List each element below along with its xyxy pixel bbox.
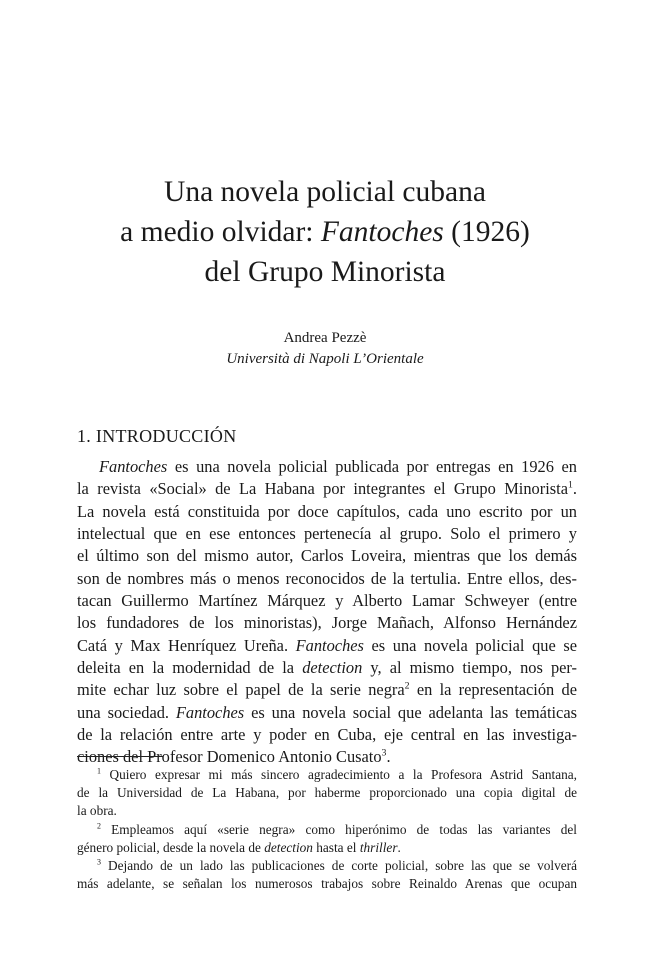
text-span: . <box>397 839 401 855</box>
section-heading: 1. INTRODUCCIÓN <box>77 426 237 446</box>
body-line: el último son del mismo autor, Carlos Loveira, mientras que los demás <box>77 546 577 566</box>
body-paragraph <box>77 456 577 769</box>
text-span: Catá y Max Henríquez Ureña. <box>77 635 296 655</box>
italic-fantoches: Fantoches <box>175 702 245 722</box>
footnote-ref-3[interactable]: 3 <box>381 748 387 759</box>
body-line: son de nombres más o menos reconocidos de la tertulia. Entre ellos, des- <box>77 568 577 588</box>
text-span: es una novela policial que se <box>363 635 577 655</box>
footnote-line <box>77 857 577 875</box>
author-affiliation: Università di Napoli L’Orientale <box>226 351 424 367</box>
footnote-line <box>77 821 577 839</box>
footnote-line: de la Universidad de La Habana, por haberme proporcionado una copia digital de <box>77 785 577 801</box>
text-span: ciones del Profesor Domenico Antonio Cusato <box>77 747 382 767</box>
footnote-divider <box>77 756 163 757</box>
body-line: La novela está constituida por doce capítulos, cada uno escrito por un <box>77 501 577 521</box>
title-fantoches: Fantoches <box>320 216 444 248</box>
body-line <box>77 635 577 657</box>
text-span: Quiero expresar mi más sincero agradecimiento a la Profesora Astrid Santana, <box>100 767 577 782</box>
body-line <box>77 478 577 500</box>
body-line: de la relación entre arte y poder en Cuba, eje central en las investiga- <box>77 725 577 745</box>
text-span: Empleamos aquí «serie negra» como hiperónimo de todas las variantes del <box>100 821 577 837</box>
italic-fantoches: Fantoches <box>99 457 168 476</box>
text-span: . <box>572 479 577 499</box>
text-span: es una novela policial publicada por entregas en 1926 en <box>167 457 577 476</box>
italic-detection: detection <box>264 839 313 855</box>
title-year: (1926) <box>443 216 530 248</box>
text-span: mite echar luz sobre el papel de la serie negra <box>77 680 405 700</box>
text-span: es una novela social que adelanta las temáticas <box>244 702 577 722</box>
text-span: y, al mismo tiempo, nos per- <box>362 658 578 678</box>
footnote-ref-1[interactable]: 1 <box>567 479 573 491</box>
italic-thriller: thriller <box>359 839 398 855</box>
footnote-number-1: 1 <box>97 766 101 776</box>
body-line <box>77 456 577 478</box>
title-line-2 <box>0 212 650 252</box>
footnote-line: más adelante, se señalan los numerosos trabajos sobre Reinaldo Arenas que ocupan <box>77 876 577 892</box>
text-span: la revista «Social» de La Habana por integrantes el Grupo Minorista <box>77 479 568 499</box>
title-line-1: Una novela policial cubana <box>164 176 486 208</box>
footnote-number-2: 2 <box>97 821 101 831</box>
body-line: intelectual que en ese entonces pertenecía al grupo. Solo el primero y <box>77 524 577 544</box>
body-line <box>77 679 577 701</box>
footnote-ref-2[interactable]: 2 <box>404 680 410 692</box>
body-line: tacan Guillermo Martínez Márquez y Alberto Lamar Schweyer (entre <box>77 591 577 611</box>
title-line-2-start: a medio olvidar: <box>120 216 321 248</box>
body-line <box>77 657 577 679</box>
footnote-line <box>77 766 577 784</box>
footnote-line <box>77 839 577 857</box>
text-span: género policial, desde la novela de <box>77 839 265 855</box>
footnotes <box>77 766 577 893</box>
title-line-3: del Grupo Minorista <box>204 256 446 288</box>
text-span: una sociedad. <box>77 702 176 722</box>
text-span: . <box>386 747 391 767</box>
author-name: Andrea Pezzè <box>283 330 367 346</box>
text-span: hasta el <box>312 839 360 855</box>
footnote-number-3: 3 <box>97 857 101 867</box>
italic-detection: detection <box>302 658 363 678</box>
text-span: Dejando de un lado las publicaciones de corte policial, sobre las que se volverá <box>100 858 577 874</box>
text-span: deleita en la modernidad de la <box>77 658 303 678</box>
footnote-line: la obra. <box>77 803 117 819</box>
article-title <box>0 172 650 292</box>
italic-fantoches: Fantoches <box>295 635 364 655</box>
body-line: los fundadores de los minoristas), Jorge Mañach, Alfonso Hernández <box>77 613 577 633</box>
text-span: en la representación de <box>409 680 577 700</box>
body-line <box>77 702 577 724</box>
